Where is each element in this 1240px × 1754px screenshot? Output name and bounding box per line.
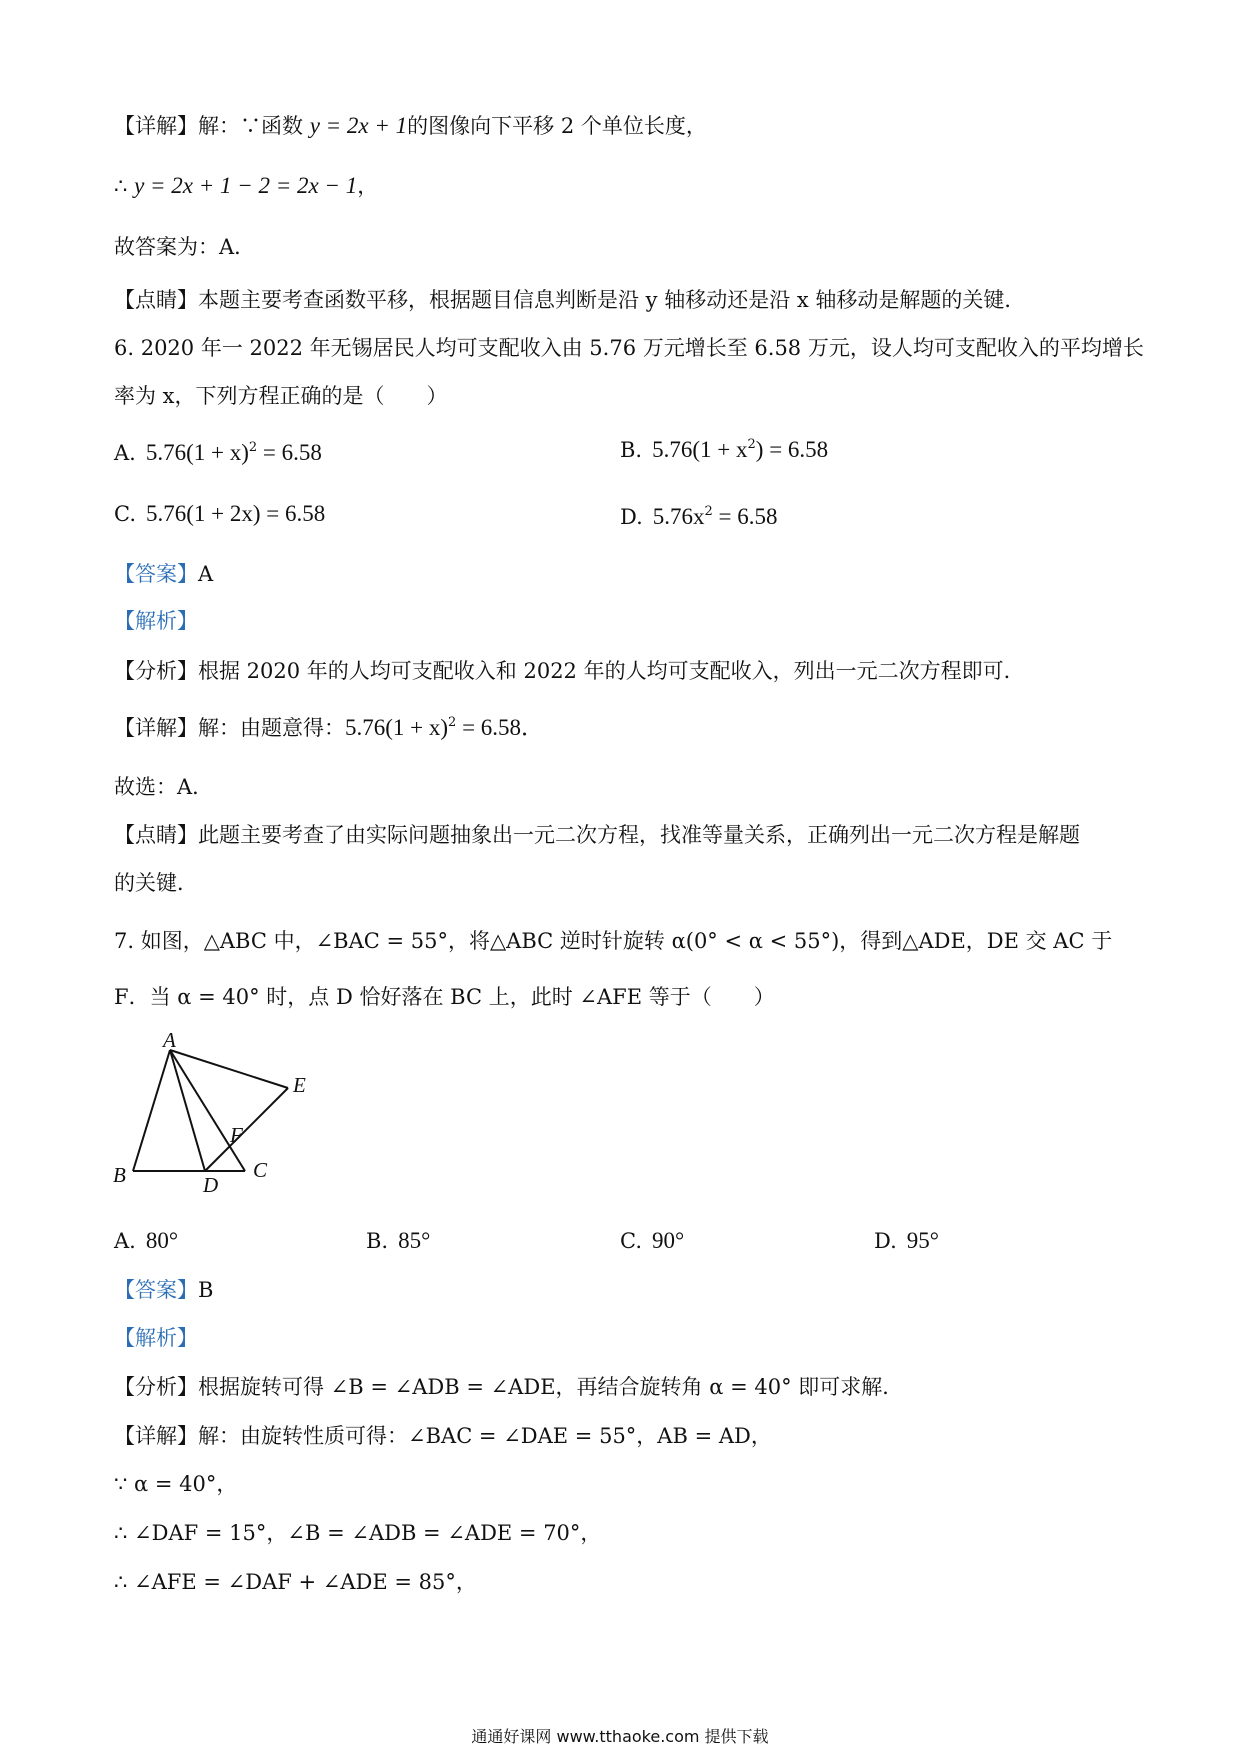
q6-option-c: C. 5.76(1 + 2x) = 6.58	[114, 501, 326, 526]
formula: y = 2x + 1 − 2 = 2x − 1	[134, 173, 358, 198]
page-footer: 通通好课网 www.tthaoke.com 提供下载	[471, 1727, 769, 1746]
formula: y = 2x + 1	[309, 113, 408, 138]
q6-dianjing-line-1: 【点睛】此题主要考查了由实际问题抽象出一元二次方程，找准等量关系，正确列出一元二次方程是解题	[114, 823, 1080, 847]
segment-ab	[133, 1050, 170, 1171]
label-c: C	[253, 1158, 268, 1182]
q7-fenxi: 【分析】根据旋转可得 ∠B = ∠ADB = ∠ADE，再结合旋转角 α = 40° 即可求解．	[114, 1375, 904, 1399]
q6-stem-line-1: 6. 2020 年一 2022 年无锡居民人均可支配收入由 5.76 万元增长至 6.58 万元，设人均可支配收入的平均增长	[114, 336, 1144, 360]
segment-ac	[170, 1050, 245, 1171]
q6-answer: 【答案】A	[114, 562, 214, 586]
triangle-figure	[105, 1030, 335, 1205]
q6-dianjing-line-2: 的关键．	[114, 871, 198, 895]
segment-ae	[170, 1050, 288, 1088]
q6-option-a: A. $5.76(1 + x)^2 = 6.58$	[114, 440, 322, 465]
q7-option-a: A. 80°	[114, 1228, 179, 1253]
q7-answer: 【答案】B	[114, 1278, 214, 1302]
label-b: B	[113, 1163, 126, 1187]
explanation-line-2: ∴ y = 2x + 1 − 2 = 2x − 1，	[114, 173, 379, 198]
q6-option-d: D. $5.76x^2 = 6.58$	[620, 504, 778, 529]
answer-tag: 【答案】	[114, 1278, 198, 1302]
label-f: F	[230, 1123, 243, 1147]
q6-xiangjie: 【详解】解：由题意得：$5.76(1 + x)^2 = 6.58$．	[114, 715, 545, 740]
q7-step-2: ∴ ∠DAF = 15°，∠B = ∠ADB = ∠ADE = 70°，	[114, 1521, 602, 1545]
q7-step-1: ∵ α = 40°，	[114, 1472, 238, 1496]
q6-option-b: B. $5.76(1 + x^2) = 6.58$	[620, 437, 829, 462]
q7-option-d: D. 95°	[874, 1228, 939, 1253]
q7-option-c: C. 90°	[620, 1228, 685, 1253]
answer-line: 故答案为：A．	[114, 235, 256, 259]
segment-de	[205, 1088, 288, 1171]
q6-stem-line-2: 率为 x，下列方程正确的是（ ）	[114, 384, 448, 408]
q7-analysis-tag: 【解析】	[114, 1326, 198, 1350]
answer-tag: 【答案】	[114, 562, 198, 586]
figure-lines	[133, 1050, 288, 1171]
label-d: D	[203, 1173, 219, 1197]
label-e: E	[293, 1073, 306, 1097]
q6-analysis-tag: 【解析】	[114, 609, 198, 633]
q7-stem-line-2: F．当 α = 40° 时，点 D 恰好落在 BC 上，此时 ∠AFE 等于（ ）	[114, 985, 775, 1009]
key-point-tag: 【点睛】	[114, 288, 198, 312]
detail-tag: 【详解】	[114, 114, 198, 138]
q7-xiangjie: 【详解】解：由旋转性质可得：∠BAC = ∠DAE = 55°，AB = AD，	[114, 1424, 772, 1448]
q7-step-3: ∴ ∠AFE = ∠DAF + ∠ADE = 85°，	[114, 1570, 477, 1594]
explanation-line-1: 【详解】解：∵函数 y = 2x + 1的图像向下平移 2 个单位长度，	[114, 113, 707, 138]
q6-fenxi: 【分析】根据 2020 年的人均可支配收入和 2022 年的人均可支配收入，列出一元二次方程即可．	[114, 659, 1025, 683]
q7-option-b: B. 85°	[366, 1228, 431, 1253]
q6-choice: 故选：A．	[114, 775, 214, 799]
label-a: A	[163, 1030, 176, 1052]
q7-stem-line-1: 7. 如图，△ABC 中，∠BAC = 55°，将△ABC 逆时针旋转 α(0° < α < 55°)，得到△ADE，DE 交 AC 于	[114, 929, 1113, 953]
key-point-line: 【点睛】本题主要考查函数平移，根据题目信息判断是沿 y 轴移动还是沿 x 轴移动是解题的关键．	[114, 288, 1026, 312]
segment-ad	[170, 1050, 205, 1171]
